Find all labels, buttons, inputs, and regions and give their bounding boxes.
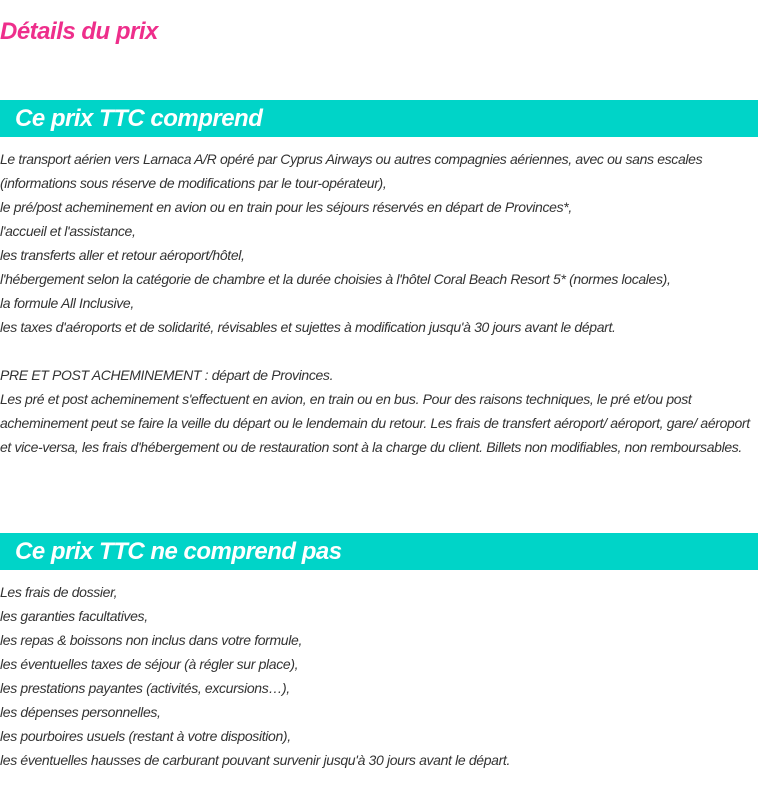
excluded-item: les repas & boissons non inclus dans votre formule, [0, 632, 302, 648]
transfer-note-title: PRE ET POST ACHEMINEMENT : départ de Provinces. [0, 367, 334, 383]
spacer [0, 339, 758, 363]
included-section-header: Ce prix TTC comprend [0, 100, 758, 137]
excluded-list [0, 580, 758, 772]
included-item: les transferts aller et retour aéroport/hôtel, [0, 247, 245, 263]
excluded-item: les dépenses personnelles, [0, 704, 161, 720]
included-item: l'accueil et l'assistance, [0, 223, 136, 239]
included-item: le pré/post acheminement en avion ou en train pour les séjours réservés en départ de Provinces*, [0, 199, 572, 215]
included-list [0, 147, 758, 459]
included-item: la formule All Inclusive, [0, 295, 134, 311]
transfer-note-body: Les pré et post acheminement s'effectuent en avion, en train ou en bus. Pour des raisons techniques, le pré et/ou post acheminement peut se faire la veille du départ ou le lendemain du retour. Les frais de transfert aéroport/ aéroport, gare/ aéroport et vice-versa, les frais d'hébergement ou de restauration sont à la charge du client. Billets non modifiables, non remboursables. [0, 391, 750, 455]
excluded-item: les éventuelles hausses de carburant pouvant survenir jusqu'à 30 jours avant le départ. [0, 752, 510, 768]
included-item: l'hébergement selon la catégorie de chambre et la durée choisies à l'hôtel Coral Beach Resort 5* (normes locales), [0, 271, 671, 287]
included-item: (informations sous réserve de modifications par le tour-opérateur), [0, 175, 387, 191]
excluded-section-header: Ce prix TTC ne comprend pas [0, 533, 758, 570]
excluded-item: Les frais de dossier, [0, 584, 118, 600]
excluded-item: les pourboires usuels (restant à votre disposition), [0, 728, 291, 744]
included-item: les taxes d'aéroports et de solidarité, révisables et sujettes à modification jusqu'à 30 jours avant le départ. [0, 319, 616, 335]
excluded-item: les prestations payantes (activités, excursions…), [0, 680, 290, 696]
included-item: Le transport aérien vers Larnaca A/R opéré par Cyprus Airways ou autres compagnies aériennes, avec ou sans escales [0, 151, 703, 167]
excluded-item: les éventuelles taxes de séjour (à régler sur place), [0, 656, 299, 672]
excluded-item: les garanties facultatives, [0, 608, 148, 624]
page-title: Détails du prix [0, 18, 158, 45]
